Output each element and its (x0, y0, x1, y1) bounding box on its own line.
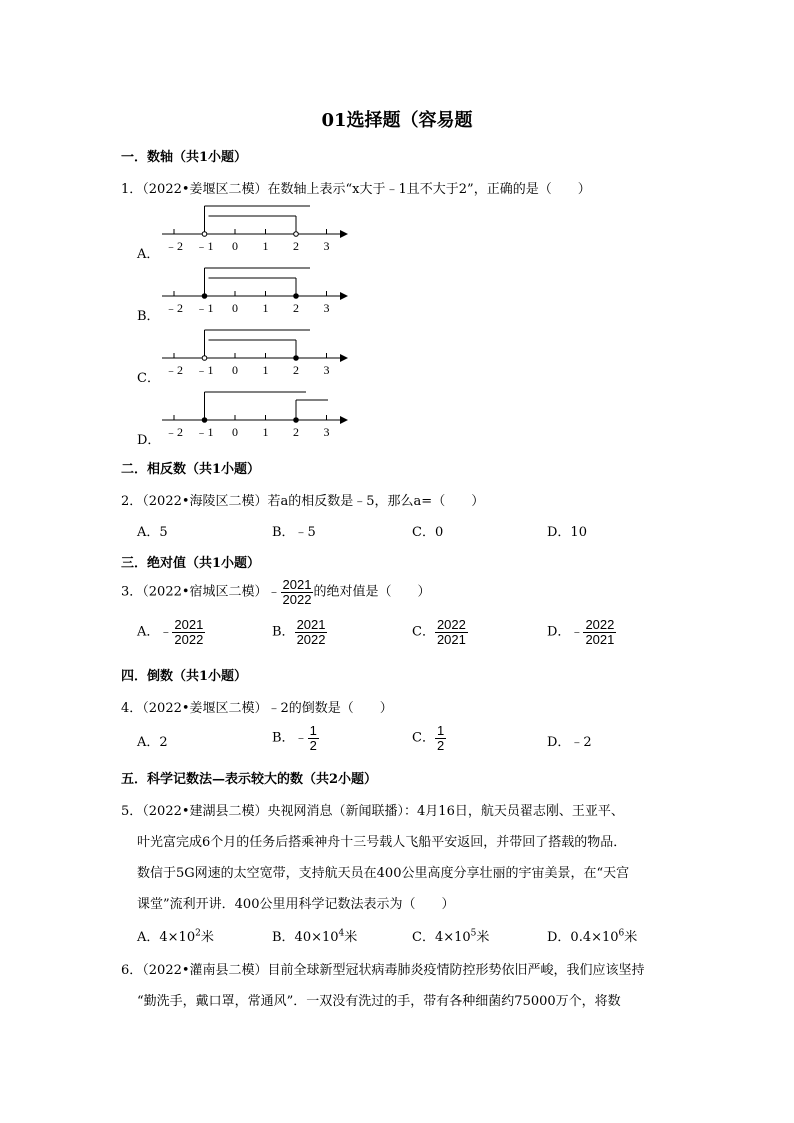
closed-endpoint (202, 294, 207, 299)
tick-label: ﹣1 (195, 239, 214, 253)
fraction-denominator: 2022 (174, 631, 204, 647)
q1-option-b-label[interactable]: B． (137, 309, 160, 324)
q5-option-a[interactable] (137, 926, 214, 945)
q4-option-c[interactable] (412, 724, 446, 752)
q5-line: 叶光富完成6个月的任务后搭乘神舟十三号载人飞船平安返回，并带回了搭载的物品． (137, 835, 627, 850)
fraction-numerator: 2022 (436, 617, 466, 632)
option-label: A．﹣ (137, 624, 173, 640)
q5-option-d[interactable] (547, 926, 637, 945)
fraction-denominator: 2021 (585, 631, 615, 647)
question-4-stem: 4．（2022•姜堰区二模）﹣2的倒数是（ ） (121, 701, 393, 716)
section-heading: 三．绝对值（共1小题） (121, 556, 261, 571)
tick-label: 2 (293, 363, 299, 377)
q2-option-b[interactable]: B．﹣5 (272, 525, 316, 540)
option-exponent: 2 (195, 928, 201, 939)
closed-endpoint (294, 356, 299, 361)
option-exponent: 4 (338, 928, 345, 939)
section-heading: 一．数轴（共1小题） (121, 150, 248, 165)
tick-label: 0 (232, 301, 238, 315)
section-heading: 二．相反数（共1小题） (121, 462, 261, 477)
option-unit: 米 (624, 930, 638, 945)
q5-option-c[interactable] (412, 926, 489, 945)
fraction-denominator: 2021 (436, 631, 466, 647)
q2-option-a[interactable]: A．5 (137, 525, 168, 540)
number-line-d (160, 384, 355, 450)
tick-label: 3 (323, 301, 330, 315)
tick-label: 0 (232, 425, 238, 439)
closed-endpoint (294, 418, 299, 423)
option-label: C． (412, 730, 435, 746)
q5-line: 课堂”流利开讲．400公里用科学记数法表示为（ ） (137, 897, 455, 912)
option-label: B． (272, 624, 295, 640)
q3-option-b[interactable] (272, 618, 327, 646)
q3-stem-suffix: 的绝对值是（ ） (313, 584, 431, 600)
closed-endpoint (294, 294, 299, 299)
tick-label: ﹣1 (195, 363, 214, 377)
fraction-denominator: 2022 (282, 591, 312, 607)
tick-label: 2 (293, 301, 299, 315)
tick-label: ﹣2 (164, 239, 184, 253)
tick-label: 2 (293, 425, 299, 439)
tick-label: 3 (323, 363, 330, 377)
option-base: C．4×10 (412, 930, 471, 945)
tick-label: 2 (293, 239, 299, 253)
question-1-stem: 1．（2022•姜堰区二模）在数轴上表示“x大于﹣1且不大于2”，正确的是（ ） (121, 182, 591, 197)
tick-label: ﹣1 (195, 425, 214, 439)
q1-option-a-label[interactable]: A． (137, 247, 160, 262)
q3-stem-fraction (281, 578, 314, 606)
option-fraction (435, 618, 468, 646)
number-line-a (160, 198, 355, 264)
option-label: D．﹣ (547, 624, 584, 640)
tick-label: 1 (262, 363, 269, 377)
fraction-denominator: 2 (436, 737, 445, 753)
question-2-stem: 2．（2022•海陵区二模）若a的相反数是﹣5，那么a=（ ） (121, 494, 485, 509)
fraction-numerator: 2021 (174, 617, 204, 632)
tick-label: ﹣2 (164, 425, 184, 439)
q5-line: 数信于5G网速的太空宽带，支持航天员在400公里高度分享壮丽的宇宙美景，在“天宫 (137, 866, 630, 881)
q2-option-d[interactable]: D．10 (547, 525, 587, 540)
fraction-numerator: 2021 (282, 577, 312, 592)
q3-option-d[interactable] (547, 618, 616, 646)
tick-label: 0 (232, 239, 238, 253)
option-label: B．﹣ (272, 730, 308, 746)
option-base: A．4×10 (137, 930, 196, 945)
tick-label: 1 (262, 301, 269, 315)
closed-endpoint (202, 418, 207, 423)
option-fraction (583, 618, 616, 646)
q6-line: “勤洗手，戴口罩，常通风”．一双没有洗过的手，带有各种细菌约75000万个，将数 (137, 994, 621, 1009)
fraction-numerator: 2021 (296, 617, 326, 632)
q1-option-c-label[interactable]: C． (137, 371, 160, 386)
option-unit: 米 (476, 930, 490, 945)
fraction-denominator: 2 (309, 737, 317, 753)
tick-label: 1 (262, 425, 269, 439)
tick-label: 1 (262, 239, 269, 253)
tick-label: 3 (323, 425, 330, 439)
page-title: 01选择题（容易题 (321, 110, 473, 131)
option-fraction (295, 618, 328, 646)
open-endpoint (202, 232, 207, 237)
tick-label: ﹣1 (195, 301, 214, 315)
open-endpoint (202, 356, 207, 361)
fraction-numerator: 1 (309, 723, 317, 738)
option-unit: 米 (344, 930, 358, 945)
option-label: C． (412, 624, 435, 640)
q6-line: 6．（2022•灌南县二模）目前全球新型冠状病毒肺炎疫情防控形势依旧严峻，我们应该坚持 (121, 963, 645, 978)
tick-label: ﹣2 (164, 301, 184, 315)
q5-line: 5．（2022•建湖县二模）央视网消息（新闻联播）：4月16日，航天员翟志刚、王亚平、 (121, 804, 624, 819)
open-endpoint (294, 232, 299, 237)
axis-arrow (340, 230, 348, 238)
q3-option-c[interactable] (412, 618, 468, 646)
tick-label: ﹣2 (164, 363, 184, 377)
tick-label: 0 (232, 363, 238, 377)
option-label: D．﹣2 (547, 735, 592, 750)
q2-option-c[interactable]: C．0 (412, 525, 444, 540)
section-heading: 四．倒数（共1小题） (121, 669, 248, 684)
q1-option-d-label[interactable]: D． (137, 433, 161, 448)
option-unit: 米 (200, 930, 214, 945)
option-fraction (308, 724, 319, 752)
q4-option-b[interactable] (272, 724, 319, 752)
q5-option-b[interactable] (272, 926, 357, 945)
axis-arrow (340, 292, 348, 300)
q3-stem-prefix: 3．（2022•宿城区二模）﹣ (121, 584, 281, 600)
option-exponent: 5 (470, 928, 477, 939)
question-3-stem (121, 578, 430, 606)
option-fraction (172, 618, 205, 646)
option-base: B．40×10 (272, 930, 339, 945)
section-heading: 五．科学记数法—表示较大的数（共2小题） (121, 772, 378, 787)
fraction-denominator: 2022 (296, 631, 326, 647)
fraction-numerator: 1 (436, 723, 445, 738)
number-line-c (160, 322, 355, 388)
q4-option-d[interactable] (547, 731, 592, 750)
axis-arrow (340, 354, 348, 362)
option-exponent: 6 (618, 928, 625, 939)
option-base: D．0.4×10 (547, 930, 619, 945)
fraction-numerator: 2022 (585, 617, 615, 632)
option-fraction (435, 724, 446, 752)
q4-option-a[interactable] (137, 731, 168, 750)
number-line-b (160, 260, 355, 326)
tick-label: 3 (323, 239, 330, 253)
option-label: A．2 (137, 735, 168, 750)
q3-option-a[interactable] (137, 618, 205, 646)
axis-arrow (340, 416, 348, 424)
